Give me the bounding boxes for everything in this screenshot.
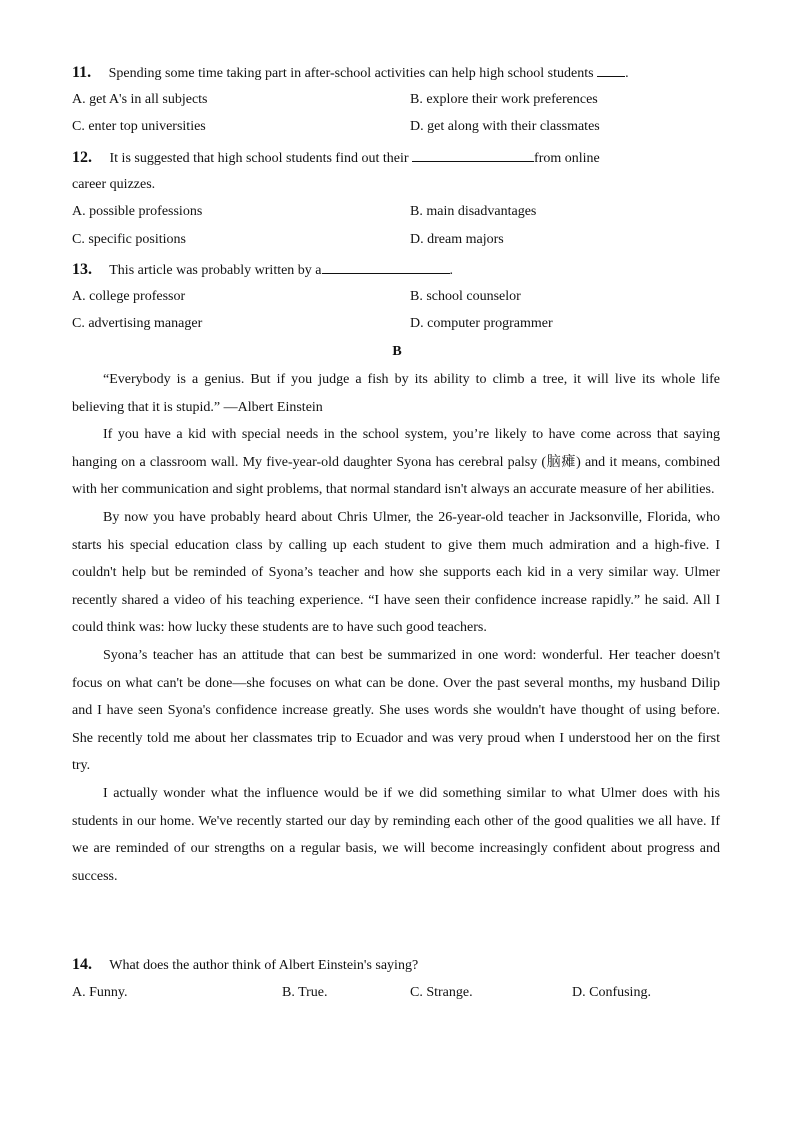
question-number: 11. — [72, 64, 92, 81]
option-c: C. Strange. — [410, 985, 473, 1000]
stem-after: from online — [534, 151, 600, 166]
option-d: D. dream majors — [410, 232, 504, 247]
option-d: D. Confusing. — [572, 985, 651, 1000]
option-b: B. main disadvantages — [410, 204, 537, 219]
passage-paragraph: If you have a kid with special needs in the school system, you’re likely to have come across that saying hanging on a classroom wall. My five-year-old daughter Syona has cerebral palsy (脑瘫) and it means, combined with her communication and sight problems, that normal standard isn't always an accurate measure of her abilities. — [72, 427, 720, 498]
option-b: B. True. — [282, 985, 328, 1000]
passage-paragraph: I actually wonder what the influence would be if we did something similar to what Ulmer does with his students in our home. We've recently started our day by reminding each other of the good qualities we all have. If we are reminded of our strengths on a regular basis, we will become increasingly confident about progress and success. — [72, 785, 720, 884]
question-12 — [72, 147, 600, 167]
passage — [72, 366, 720, 890]
answer-blank — [597, 62, 625, 77]
question-11 — [72, 62, 629, 82]
question-14 — [72, 955, 418, 975]
option-c: C. specific positions — [72, 232, 186, 247]
answer-blank — [322, 259, 450, 274]
stem-end: . — [449, 263, 454, 278]
passage-paragraph: By now you have probably heard about Chris Ulmer, the 26-year-old teacher in Jacksonville, Florida, who starts his special education class by calling up each student to give them much admiration and a high-five. I couldn't help but be reminded of Syona’s teacher and how she supports each kid in a very similar way. Ulmer recently shared a video of his teaching experience. “I have seen their confidence increase rapidly.” he said. All I could think was: how lucky these students are to have such good teachers. — [72, 509, 720, 636]
option-c: C. advertising manager — [72, 316, 203, 331]
option-a: A. college professor — [72, 289, 186, 304]
answer-blank — [412, 147, 534, 162]
section-title: B — [392, 344, 402, 359]
question-number: 14. — [72, 956, 92, 973]
option-d: D. get along with their classmates — [410, 119, 600, 134]
question-stem: It is suggested that high school students find out their — [109, 151, 409, 166]
option-a: A. get A's in all subjects — [72, 92, 208, 107]
option-b: B. school counselor — [410, 289, 521, 304]
option-b: B. explore their work preferences — [410, 92, 598, 107]
option-a: A. possible professions — [72, 204, 203, 219]
question-stem-cont: career quizzes. — [72, 177, 156, 192]
option-c: C. enter top universities — [72, 119, 206, 134]
option-d: D. computer programmer — [410, 316, 553, 331]
passage-paragraph: Syona’s teacher has an attitude that can best be summarized in one word: wonderful. Her teacher doesn't focus on what can't be done—she focuses on what can be done. Over the past several months, my husband Dilip and I have seen Syona's confidence increase greatly. She uses words she wouldn't have thought of using before. She recently told me about her classmates trip to Ecuador and was very proud when I understood her on the first try. — [72, 647, 720, 774]
question-13 — [72, 259, 453, 279]
question-number: 12. — [72, 149, 92, 166]
question-stem: What does the author think of Albert Einstein's saying? — [109, 958, 419, 973]
question-number: 13. — [72, 261, 92, 278]
stem-end: . — [625, 66, 629, 81]
question-stem: Spending some time taking part in after-school activities can help high school students — [108, 66, 594, 81]
question-stem: This article was probably written by a — [109, 263, 322, 278]
passage-paragraph: “Everybody is a genius. But if you judge a fish by its ability to climb a tree, it will live its whole life believing that it is stupid.” —Albert Einstein — [72, 372, 720, 415]
option-a: A. Funny. — [72, 985, 128, 1000]
